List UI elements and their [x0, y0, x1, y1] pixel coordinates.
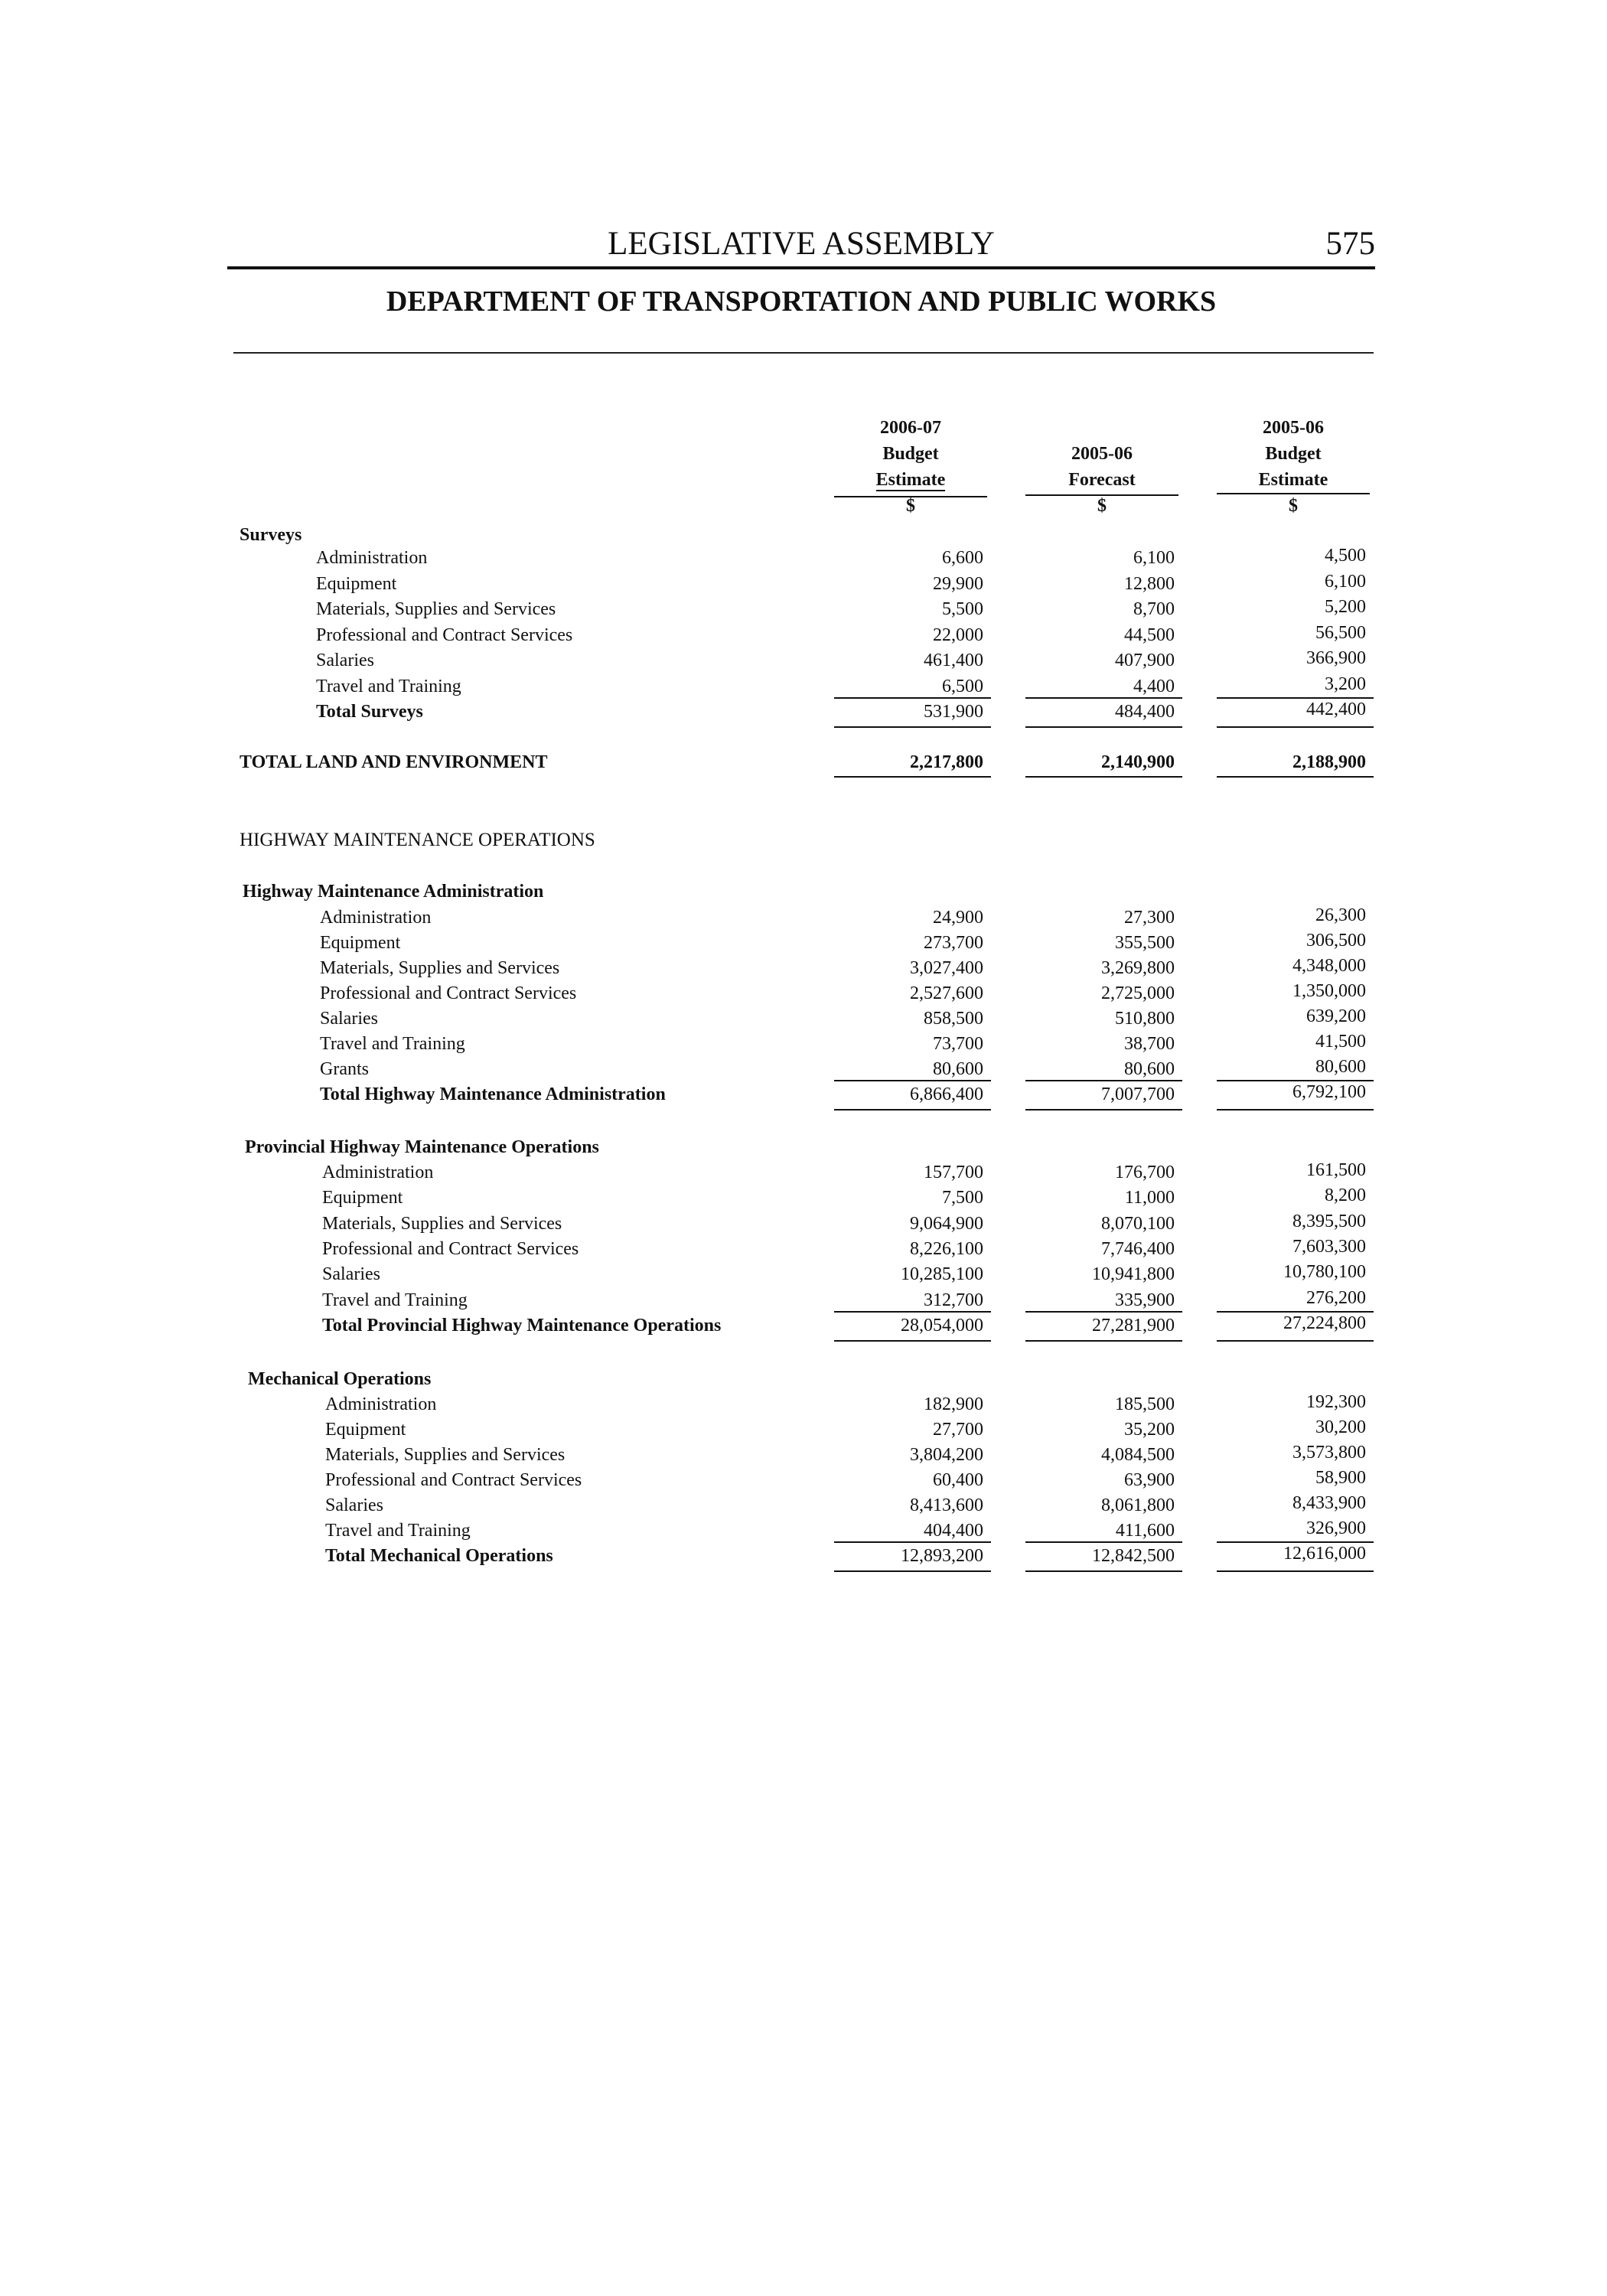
subtotal-rule — [1217, 1311, 1374, 1313]
section-title-surveys: Surveys — [240, 525, 302, 545]
row-value: 2,725,000 — [1101, 983, 1175, 1003]
row-value: 276,200 — [1306, 1287, 1366, 1308]
row-value: 182,900 — [924, 1394, 983, 1414]
row-value: 161,500 — [1306, 1160, 1366, 1180]
section-title-mech: Mechanical Operations — [248, 1369, 432, 1389]
row-label: Equipment — [316, 573, 397, 594]
row-value: 11,000 — [1124, 1188, 1175, 1208]
total-value: 6,792,100 — [1292, 1082, 1366, 1102]
row-value: 3,804,200 — [910, 1445, 983, 1465]
row-value: 24,900 — [933, 908, 983, 928]
subtotal-rule — [1025, 1541, 1182, 1543]
column-line3: Estimate — [1258, 470, 1328, 490]
column-unit: $ — [906, 496, 915, 516]
row-value: 326,900 — [1306, 1518, 1366, 1538]
row-value: 639,200 — [1306, 1006, 1366, 1026]
row-value: 366,900 — [1306, 648, 1366, 668]
total-rule — [1025, 1570, 1182, 1572]
row-value: 80,600 — [933, 1059, 983, 1079]
row-value: 6,600 — [942, 548, 983, 568]
row-label: Administration — [325, 1394, 437, 1414]
total-rule — [1217, 1570, 1374, 1572]
column-header-1 — [834, 415, 987, 519]
row-value: 35,200 — [1124, 1420, 1175, 1440]
total-rule — [1025, 1340, 1182, 1342]
column-line3: Forecast — [1068, 470, 1136, 490]
total-value: 6,866,400 — [910, 1084, 983, 1104]
subtotal-rule — [834, 1541, 991, 1543]
total-label: Total Provincial Highway Maintenance Operations — [322, 1315, 722, 1336]
row-label: Salaries — [325, 1495, 383, 1515]
row-value: 41,500 — [1315, 1032, 1366, 1052]
subtotal-rule — [1025, 1080, 1182, 1081]
row-value: 355,500 — [1115, 933, 1175, 953]
column-year: 2006-07 — [880, 418, 941, 438]
row-value: 185,500 — [1115, 1394, 1175, 1414]
subtotal-rule — [1217, 697, 1374, 699]
total-value: 12,616,000 — [1283, 1544, 1366, 1564]
row-value: 510,800 — [1115, 1009, 1175, 1029]
row-label: Equipment — [322, 1188, 403, 1208]
column-line2: Budget — [1265, 444, 1322, 464]
row-value: 22,000 — [933, 625, 983, 645]
row-label: Materials, Supplies and Services — [325, 1445, 566, 1465]
highway-heading: HIGHWAY MAINTENANCE OPERATIONS — [240, 830, 595, 850]
row-value: 30,200 — [1315, 1417, 1366, 1437]
row-value: 26,300 — [1315, 905, 1366, 925]
total-rule — [834, 726, 991, 728]
row-value: 7,746,400 — [1101, 1238, 1175, 1259]
total-value: 531,900 — [924, 702, 983, 722]
total-rule — [834, 1570, 991, 1572]
row-value: 3,027,400 — [910, 958, 983, 978]
total-rule — [1217, 726, 1374, 728]
row-label: Salaries — [320, 1009, 378, 1029]
column-header-rule-2 — [1025, 494, 1178, 496]
row-label: Salaries — [316, 651, 374, 670]
row-value: 312,700 — [924, 1290, 983, 1310]
row-value: 29,900 — [933, 573, 983, 594]
row-value: 80,600 — [1124, 1059, 1175, 1079]
row-label: Salaries — [322, 1264, 380, 1285]
total-value: 12,842,500 — [1092, 1546, 1175, 1566]
row-value: 10,941,800 — [1092, 1264, 1175, 1285]
row-label: Equipment — [325, 1420, 406, 1440]
row-label: Professional and Contract Services — [325, 1470, 582, 1490]
row-value: 56,500 — [1315, 622, 1366, 643]
row-value: 192,300 — [1306, 1392, 1366, 1412]
column-header-rule-3 — [1217, 493, 1370, 494]
row-value: 9,064,900 — [910, 1213, 983, 1234]
row-label: Travel and Training — [320, 1034, 465, 1054]
column-line2: 2005-06 — [1071, 444, 1133, 464]
total-value: 7,007,700 — [1101, 1084, 1175, 1104]
row-value: 10,780,100 — [1283, 1262, 1366, 1283]
row-value: 2,527,600 — [910, 983, 983, 1003]
row-value: 176,700 — [1115, 1163, 1175, 1182]
subtotal-rule — [834, 1080, 991, 1081]
total-value: 442,400 — [1306, 700, 1366, 719]
land-total-value: 2,140,900 — [1101, 752, 1175, 772]
row-value: 27,300 — [1124, 908, 1175, 928]
page-number: 575 — [1325, 226, 1375, 262]
row-label: Travel and Training — [322, 1290, 468, 1310]
title-rule — [233, 352, 1374, 354]
row-value: 7,603,300 — [1292, 1236, 1366, 1257]
land-total-rule — [1025, 776, 1182, 778]
department-title: DEPARTMENT OF TRANSPORTATION AND PUBLIC WORKS — [386, 285, 1217, 318]
row-value: 4,400 — [1133, 676, 1175, 696]
column-header-3 — [1217, 415, 1370, 519]
row-label: Travel and Training — [325, 1521, 471, 1541]
row-label: Administration — [320, 908, 432, 928]
total-label: Total Highway Maintenance Administration — [320, 1084, 666, 1104]
column-unit: $ — [1097, 496, 1107, 516]
row-value: 3,269,800 — [1101, 958, 1175, 978]
column-header-2 — [1025, 441, 1178, 519]
row-label: Professional and Contract Services — [316, 625, 573, 645]
section-title-hma: Highway Maintenance Administration — [243, 882, 544, 902]
row-value: 6,500 — [942, 676, 983, 696]
row-label: Administration — [322, 1163, 434, 1182]
total-value: 27,224,800 — [1283, 1313, 1366, 1333]
total-rule — [1025, 726, 1182, 728]
land-total-rule — [834, 776, 991, 778]
land-total-label: TOTAL LAND AND ENVIRONMENT — [240, 752, 548, 772]
total-value: 27,281,900 — [1092, 1315, 1175, 1336]
row-value: 80,600 — [1315, 1057, 1366, 1077]
total-rule — [834, 1340, 991, 1342]
land-total-value: 2,188,900 — [1292, 752, 1366, 772]
row-value: 3,200 — [1325, 673, 1366, 694]
row-value: 73,700 — [933, 1034, 983, 1054]
total-rule — [1217, 1109, 1374, 1110]
row-value: 4,348,000 — [1292, 956, 1366, 976]
subtotal-rule — [1217, 1080, 1374, 1081]
row-label: Professional and Contract Services — [322, 1238, 579, 1259]
row-label: Professional and Contract Services — [320, 983, 577, 1003]
row-value: 8,070,100 — [1101, 1213, 1175, 1234]
running-header — [227, 223, 1375, 268]
row-value: 3,573,800 — [1292, 1443, 1366, 1463]
row-value: 4,084,500 — [1101, 1445, 1175, 1465]
column-unit: $ — [1289, 496, 1298, 516]
row-value: 404,400 — [924, 1521, 983, 1541]
total-rule — [834, 1109, 991, 1110]
total-rule — [1025, 1109, 1182, 1110]
row-value: 8,395,500 — [1292, 1211, 1366, 1231]
subtotal-rule — [834, 1311, 991, 1313]
row-value: 461,400 — [924, 651, 983, 670]
row-value: 5,200 — [1325, 597, 1366, 617]
section-title-phmo: Provincial Highway Maintenance Operations — [245, 1137, 599, 1157]
row-value: 6,100 — [1133, 548, 1175, 568]
row-value: 10,285,100 — [901, 1264, 983, 1285]
header-rule — [227, 266, 1375, 269]
row-value: 157,700 — [924, 1163, 983, 1182]
column-header-rule-1 — [834, 496, 987, 497]
row-value: 7,500 — [942, 1188, 983, 1208]
row-value: 407,900 — [1115, 651, 1175, 670]
row-value: 5,500 — [942, 599, 983, 619]
column-year: 2005-06 — [1263, 418, 1324, 438]
assembly-title: LEGISLATIVE ASSEMBLY — [608, 226, 995, 262]
row-label: Materials, Supplies and Services — [316, 599, 556, 619]
row-value: 12,800 — [1124, 573, 1175, 594]
row-value: 60,400 — [933, 1470, 983, 1490]
row-value: 411,600 — [1115, 1521, 1175, 1541]
row-value: 8,200 — [1325, 1186, 1366, 1206]
row-label: Grants — [320, 1059, 369, 1079]
land-total-value: 2,217,800 — [910, 752, 983, 772]
row-value: 27,700 — [933, 1420, 983, 1440]
row-value: 8,413,600 — [910, 1495, 983, 1515]
row-value: 58,900 — [1315, 1468, 1366, 1488]
row-value: 273,700 — [924, 933, 983, 953]
land-total-rule — [1217, 776, 1374, 778]
column-line3: Estimate — [875, 470, 946, 490]
row-value: 8,226,100 — [910, 1238, 983, 1259]
row-value: 44,500 — [1124, 625, 1175, 645]
row-value: 1,350,000 — [1292, 981, 1366, 1001]
total-label: Total Surveys — [316, 702, 423, 722]
row-value: 8,433,900 — [1292, 1493, 1366, 1513]
row-value: 306,500 — [1306, 931, 1366, 951]
total-value: 28,054,000 — [901, 1315, 983, 1336]
row-label: Equipment — [320, 933, 401, 953]
total-value: 484,400 — [1115, 702, 1175, 722]
row-label: Materials, Supplies and Services — [320, 958, 560, 978]
row-label: Materials, Supplies and Services — [322, 1213, 562, 1234]
subtotal-rule — [1217, 1541, 1374, 1543]
row-label: Administration — [316, 548, 428, 568]
column-line2: Budget — [882, 444, 939, 464]
row-value: 858,500 — [924, 1009, 983, 1029]
total-value: 12,893,200 — [901, 1546, 983, 1566]
total-label: Total Mechanical Operations — [325, 1546, 553, 1566]
subtotal-rule — [1025, 697, 1182, 699]
row-value: 4,500 — [1325, 546, 1366, 566]
subtotal-rule — [1025, 1311, 1182, 1313]
row-value: 335,900 — [1115, 1290, 1175, 1310]
row-value: 63,900 — [1124, 1470, 1175, 1490]
row-label: Travel and Training — [316, 676, 461, 696]
row-value: 8,061,800 — [1101, 1495, 1175, 1515]
row-value: 38,700 — [1124, 1034, 1175, 1054]
row-value: 6,100 — [1325, 571, 1366, 592]
total-rule — [1217, 1340, 1374, 1342]
subtotal-rule — [834, 697, 991, 699]
row-value: 8,700 — [1133, 599, 1175, 619]
